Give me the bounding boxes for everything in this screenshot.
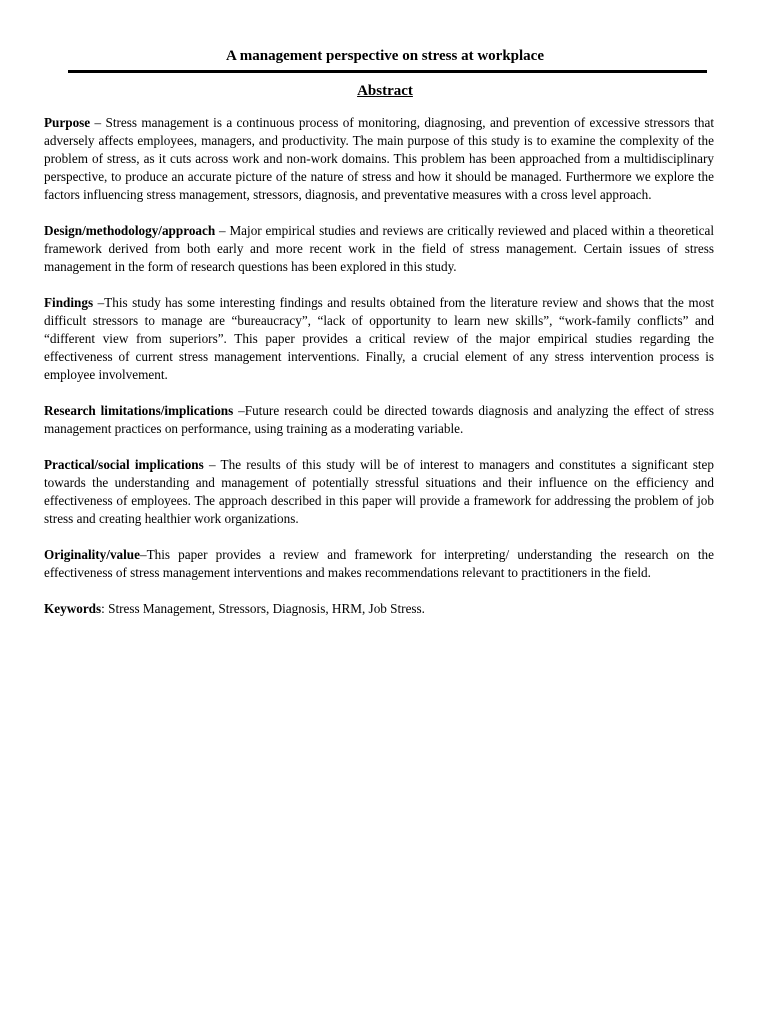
purpose-text: – Stress management is a continuous process of monitoring, diagnosing, and prevention of excessive stressors that adversely affects employees, managers, and productivity. The main purpose of this study is to examine the complexity of the problem of stress, as it cuts across work and non-work domains. This problem has been approached from a multidisciplinary perspective, to produce an accurate picture of the nature of stress and how it should be managed. Furthermore we explore the factors influencing stress management, stressors, diagnosis, and preventative measures with a cross level approach. bbox=[44, 115, 714, 202]
design-section bbox=[44, 222, 714, 276]
originality-text: –This paper provides a review and framework for interpreting/ understanding the research on the effectiveness of stress management interventions and makes recommendations relevant to practitioners in the field. bbox=[44, 547, 714, 580]
practical-implications-section bbox=[44, 456, 714, 528]
title-divider bbox=[68, 70, 707, 73]
findings-text: –This study has some interesting findings and results obtained from the literature review and shows that the most difficult stressors to manage are “bureaucracy”, “lack of opportunity to learn new skills”, “work-family conflicts” and “different view from superiors”. This paper provides a critical review of the major empirical studies regarding the effectiveness of current stress management interventions. Finally, a crucial element of any stress intervention process is employee involvement. bbox=[44, 295, 714, 382]
design-label: Design/methodology/approach bbox=[44, 223, 216, 238]
practical-implications-text: – The results of this study will be of interest to managers and constitutes a significant step towards the understanding and management of potentially stressful situations and their influence on the efficiency and effectiveness of employees. The approach described in this paper will provide a framework for addressing the problem of job stress and creating healthier work organizations. bbox=[44, 457, 715, 526]
practical-implications-label: Practical/social implications bbox=[44, 457, 204, 472]
keywords-label: Keywords bbox=[44, 601, 102, 616]
purpose-section bbox=[44, 114, 714, 204]
findings-section bbox=[44, 294, 714, 384]
research-limitations-text: –Future research could be directed towards diagnosis and analyzing the effect of stress management practices on performance, using training as a moderating variable. bbox=[44, 403, 715, 436]
keywords-text: : Stress Management, Stressors, Diagnosis, HRM, Job Stress. bbox=[101, 601, 425, 616]
originality-label: Originality/value bbox=[44, 547, 140, 562]
research-limitations-label: Research limitations/implications bbox=[44, 403, 234, 418]
originality-section bbox=[44, 546, 714, 582]
findings-label: Findings bbox=[44, 295, 94, 310]
design-text: – Major empirical studies and reviews are critically reviewed and placed within a theoretical framework derived from both early and more recent work in the field of stress management. Certain issues of stress management in the form of research questions has been explored in this study. bbox=[44, 223, 714, 274]
abstract-heading: Abstract bbox=[357, 83, 413, 99]
paper-title: A management perspective on stress at workplace bbox=[225, 48, 544, 64]
research-limitations-section bbox=[44, 402, 714, 438]
keywords-section bbox=[44, 600, 714, 618]
purpose-label: Purpose bbox=[44, 115, 91, 130]
